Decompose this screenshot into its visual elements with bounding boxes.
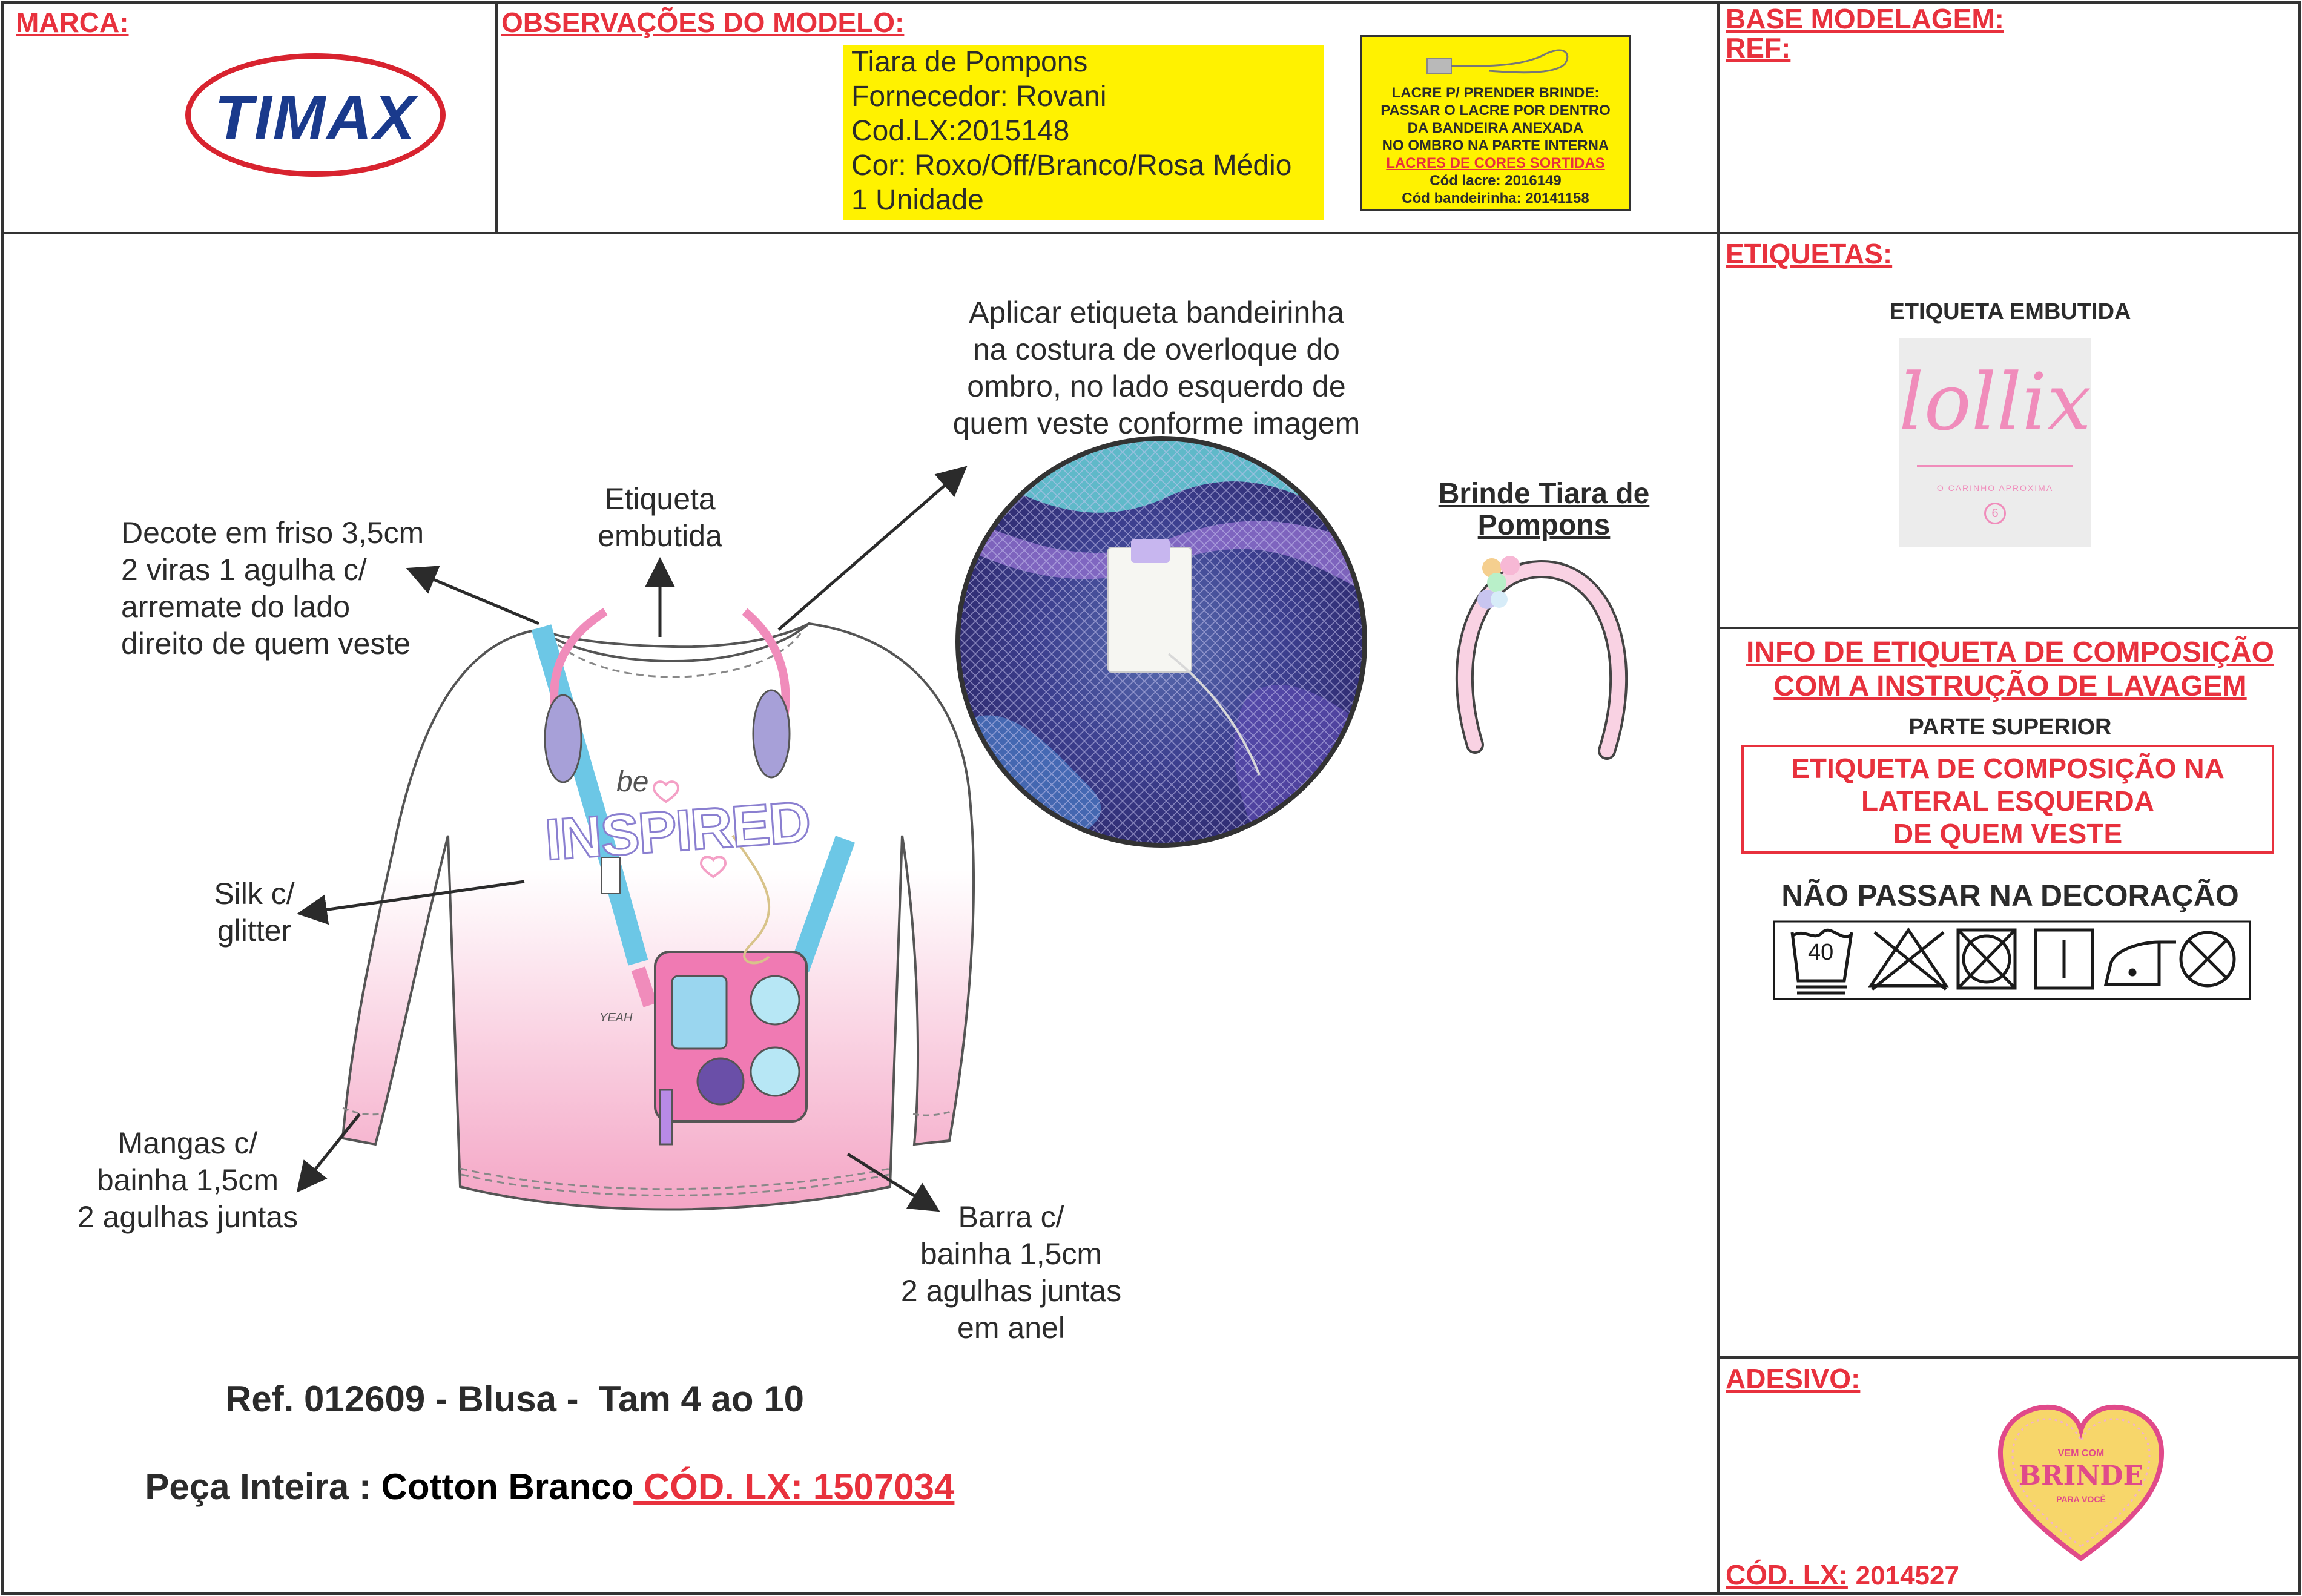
lollix-tagline: O CARINHO APROXIMA bbox=[1936, 483, 2054, 493]
observacoes-line: 1 Unidade bbox=[851, 184, 984, 216]
annotation-line: em anel bbox=[957, 1311, 1065, 1345]
sticker-line: PARA VOCÊ bbox=[2056, 1494, 2106, 1504]
care-symbols bbox=[1774, 922, 2250, 999]
observacoes-line: Cod.LX:2015148 bbox=[851, 115, 1070, 147]
parte-superior: PARTE SUPERIOR bbox=[1908, 714, 2112, 740]
info-etiqueta-title bbox=[1720, 636, 2301, 704]
annotation-line: bainha 1,5cm bbox=[96, 1163, 279, 1197]
info-line: COM A INSTRUÇÃO DE LAVAGEM bbox=[1773, 670, 2247, 702]
ref-label: REF: bbox=[1726, 32, 1791, 64]
observacoes-label: OBSERVAÇÕES DO MODELO: bbox=[501, 7, 905, 38]
annotation-brinde bbox=[1405, 478, 1683, 541]
annotation-line: 2 viras 1 agulha c/ bbox=[121, 553, 367, 587]
print-text-inspired: INSPIRED bbox=[543, 789, 812, 873]
annotation-mangas bbox=[48, 1125, 327, 1236]
lacre-line: PASSAR O LACRE POR DENTRO bbox=[1380, 102, 1611, 119]
lacre-line: NO OMBRO NA PARTE INTERNA bbox=[1382, 137, 1609, 154]
nao-passar-warning: NÃO PASSAR NA DECORAÇÃO bbox=[1781, 879, 2239, 912]
annotation-line: quem veste conforme imagem bbox=[952, 406, 1360, 440]
observacoes-line: Cor: Roxo/Off/Branco/Rosa Médio bbox=[851, 150, 1292, 182]
lollix-logo: lollix bbox=[1899, 356, 2091, 448]
etiqueta-embutida-title: ETIQUETA EMBUTIDA bbox=[1889, 299, 2131, 325]
tshirt-illustration bbox=[343, 612, 974, 1210]
annotation-line: bainha 1,5cm bbox=[920, 1237, 1103, 1271]
timax-logo-text: TIMAX bbox=[214, 83, 417, 153]
annotation-line: Aplicar etiqueta bandeirinha bbox=[969, 295, 1344, 329]
annotation-line: Brinde Tiara de bbox=[1438, 478, 1650, 510]
annotation-decote bbox=[121, 515, 496, 662]
annotation-line: Etiqueta bbox=[604, 482, 716, 516]
composicao-line: DE QUEM VESTE bbox=[1893, 818, 2123, 849]
footer-peca-prefix: Peça Inteira : bbox=[145, 1466, 381, 1507]
lacre-line: LACRE P/ PRENDER BRINDE: bbox=[1391, 85, 1600, 101]
base-modelagem-label: BASE MODELAGEM: bbox=[1726, 3, 2004, 35]
marca-label: MARCA: bbox=[16, 7, 129, 38]
composicao-line: ETIQUETA DE COMPOSIÇÃO NA bbox=[1791, 753, 2224, 784]
composicao-line: LATERAL ESQUERDA bbox=[1861, 785, 2154, 817]
annotation-barra bbox=[872, 1199, 1150, 1347]
lacre-highlight: LACRES DE CORES SORTIDAS bbox=[1386, 155, 1605, 171]
print-text-be: be bbox=[616, 766, 649, 798]
annotation-line: Decote em friso 3,5cm bbox=[121, 516, 424, 550]
lollix-size: 6 bbox=[1984, 503, 2006, 524]
annotation-line: 2 agulhas juntas bbox=[900, 1274, 1122, 1308]
annotation-line: Silk c/ bbox=[214, 877, 295, 911]
annotation-line: direito de quem veste bbox=[121, 627, 411, 661]
annotation-line: arremate do lado bbox=[121, 590, 351, 624]
wash-temp-label: 40 bbox=[1808, 940, 1834, 965]
lollix-label-card bbox=[1899, 338, 2091, 547]
lacre-cod: Cód lacre: 2016149 bbox=[1430, 173, 1562, 189]
adesivo-cod-value: 2014527 bbox=[1855, 1561, 1959, 1591]
annotation-line: ombro, no lado esquerdo de bbox=[967, 369, 1346, 403]
annotation-silk bbox=[182, 875, 327, 949]
footer-peca-cod: CÓD. LX: 1507034 bbox=[633, 1466, 955, 1507]
annotation-etiqueta bbox=[575, 481, 745, 555]
annotation-line: Pompons bbox=[1477, 509, 1611, 541]
annotation-line: glitter bbox=[217, 914, 292, 948]
sticker-line: BRINDE bbox=[2018, 1460, 2144, 1491]
adesivo-label: ADESIVO: bbox=[1726, 1363, 1861, 1394]
brinde-sticker bbox=[1996, 1403, 2166, 1563]
detail-photo-circle bbox=[957, 436, 1368, 848]
annotation-line: Mangas c/ bbox=[117, 1126, 258, 1160]
annotation-line: na costura de overloque do bbox=[973, 332, 1340, 366]
headband-illustration bbox=[1465, 556, 1618, 751]
sticker-line: VEM COM bbox=[2057, 1448, 2105, 1459]
annotation-line: 2 agulhas juntas bbox=[77, 1200, 298, 1234]
bandeirinha-cod: Cód bandeirinha: 20141158 bbox=[1402, 190, 1589, 206]
annotation-bandeirinha bbox=[945, 294, 1368, 442]
info-line: INFO DE ETIQUETA DE COMPOSIÇÃO bbox=[1746, 636, 2275, 668]
annotation-line: Barra c/ bbox=[958, 1200, 1064, 1234]
footer-peca-material: Cotton Branco bbox=[381, 1466, 634, 1507]
adesivo-cod-label: CÓD. LX: bbox=[1726, 1559, 1848, 1591]
etiquetas-label: ETIQUETAS: bbox=[1726, 238, 1893, 269]
footer-peca-line bbox=[125, 1424, 954, 1508]
footer-ref-line: Ref. 012609 - Blusa - Tam 4 ao 10 bbox=[225, 1379, 804, 1419]
print-text-yeah: YEAH bbox=[599, 1011, 633, 1024]
observacoes-line: Fornecedor: Rovani bbox=[851, 81, 1107, 113]
annotation-line: embutida bbox=[598, 519, 722, 553]
adesivo-cod bbox=[1726, 1558, 1959, 1591]
lacre-line: DA BANDEIRA ANEXADA bbox=[1407, 120, 1584, 136]
observacoes-line: Tiara de Pompons bbox=[851, 46, 1088, 78]
composicao-box bbox=[1741, 745, 2274, 854]
